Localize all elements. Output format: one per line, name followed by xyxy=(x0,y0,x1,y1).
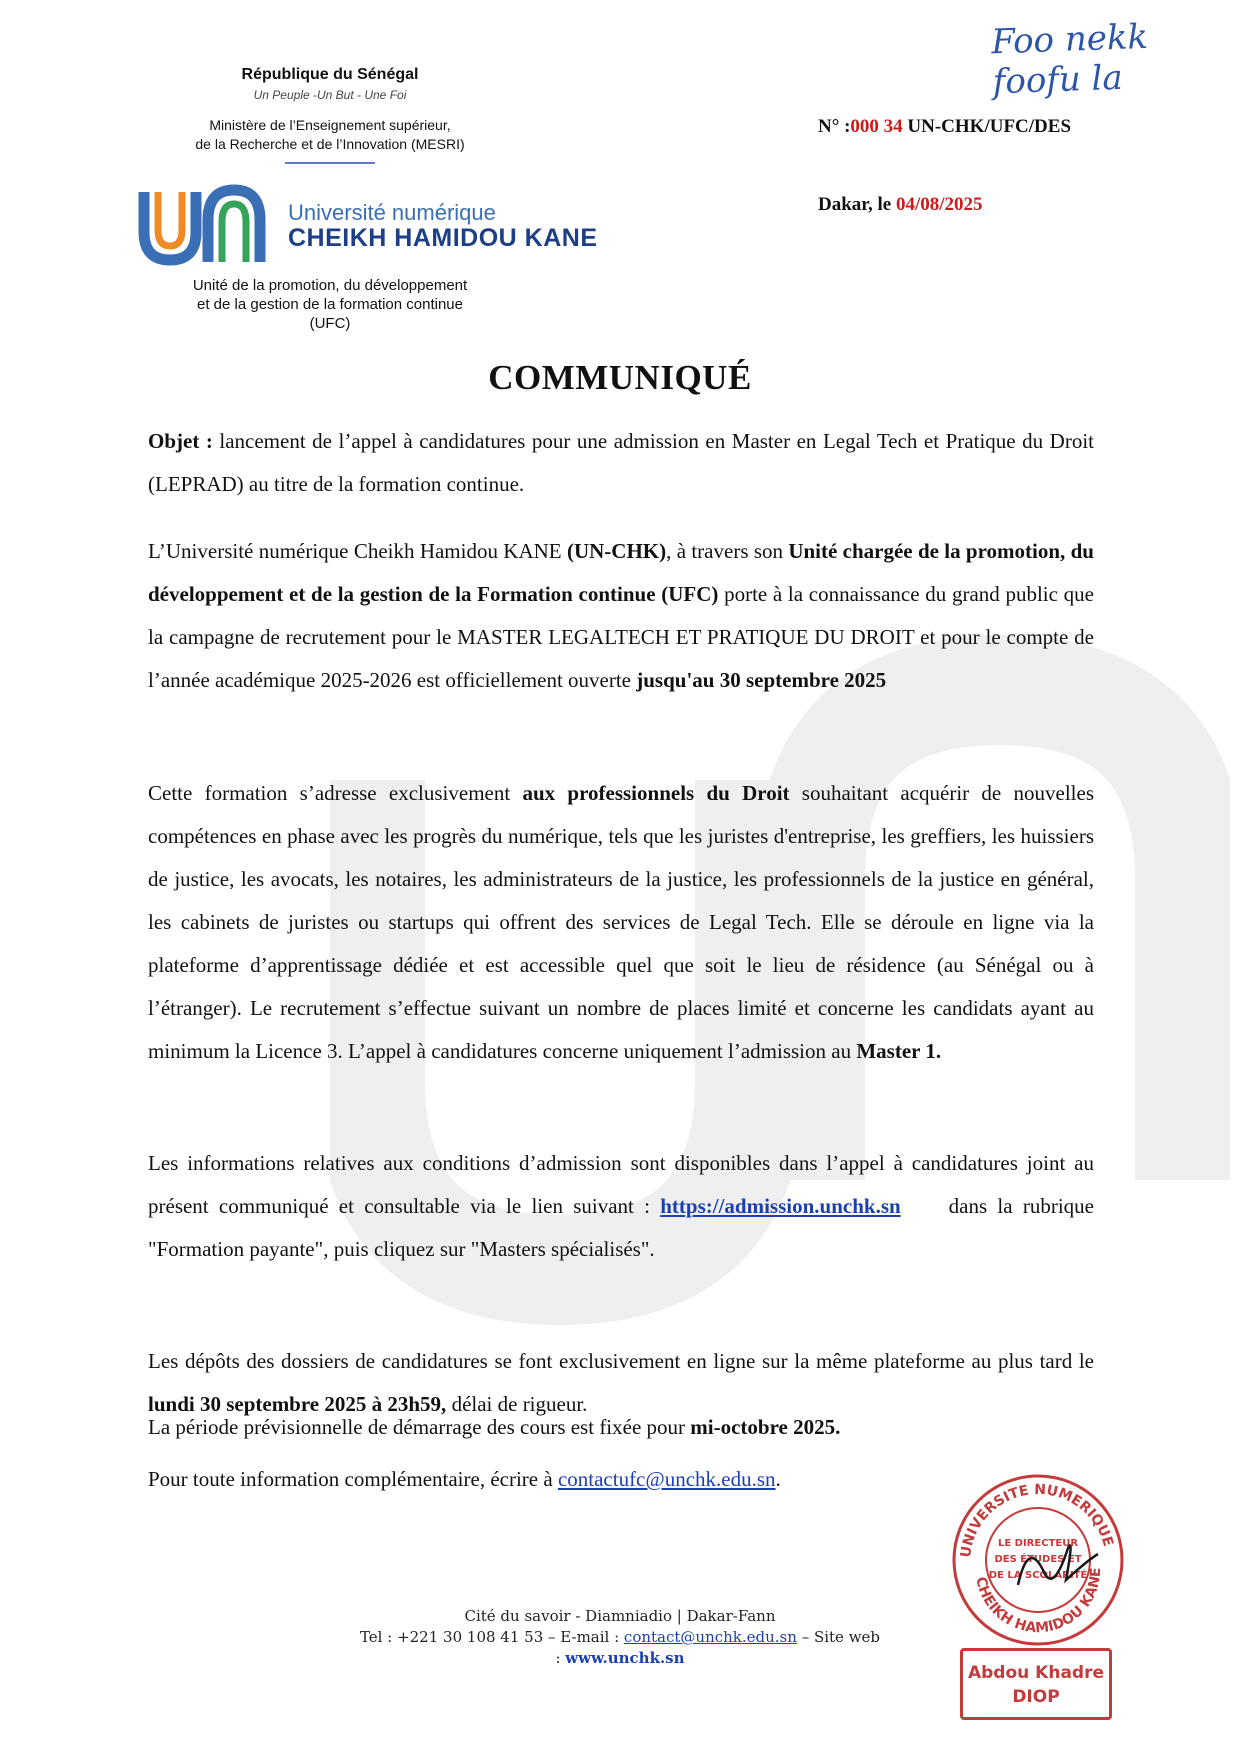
university-name: Université numérique xyxy=(288,200,496,225)
paragraph-audience: Cette formation s’adresse exclusivement aux professionnels du Droit souhaitant acquérir de nouvelles compétences en phase avec les progrès du numérique, tels que les juristes d'entreprise, les greffiers, les huissiers de justice, les avocats, les notaires, les administrateurs de la justice, les professionnels de la justice en général, les cabinets de juristes ou startups qui offrent des services de Legal Tech. Elle se déroule en ligne via la plateforme d’apprentissage dédiée et est accessible quel que soit le lieu de résidence (au Sénégal ou à l’étranger). Le recrutement s’effectue suivant un nombre de places limité et concerne les candidats ayant au minimum la Licence 3. L’appel à candidatures concerne uniquement l’admission au Master 1. xyxy=(148,781,1094,1063)
header-block xyxy=(130,66,530,164)
paragraph-object: Objet : lancement de l’appel à candidatures pour une admission en Master en Legal Tech et Pratique du Droit (LEPRAD) au titre de la formation continue. xyxy=(148,429,1094,496)
paragraph-deadline: Les dépôts des dossiers de candidatures se font exclusivement en ligne sur la même plateforme au plus tard le lundi 30 septembre 2025 à 23h59, délai de rigueur. xyxy=(148,1349,1094,1416)
national-motto: Un Peuple -Un But - Une Foi xyxy=(253,88,407,102)
paragraph-announcement: L’Université numérique Cheikh Hamidou KANE (UN-CHK), à travers son Unité chargée de la promotion, du développement et de la gestion de la Formation continue (UFC) porte à la connaissance du grand public que la campagne de recrutement pour le MASTER LEGALTECH ET PRATIQUE DU DROIT et pour le compte de l’année académique 2025-2026 est officiellement ouverte jusqu'au 30 septembre 2025 xyxy=(148,539,1094,692)
university-logo-icon xyxy=(136,180,276,270)
footer-contact: Tel : +221 30 108 41 53 – E-mail : contact@unchk.edu.sn – Site web xyxy=(359,1628,881,1646)
stamp-line1: LE DIRECTEUR xyxy=(997,1538,1079,1549)
divider xyxy=(285,162,375,164)
paragraph-start: La période prévisionnelle de démarrage des cours est fixée pour mi-octobre 2025. xyxy=(148,1415,841,1439)
paragraph-contact: Pour toute information complémentaire, écrire à contactufc@unchk.edu.sn. xyxy=(148,1467,781,1491)
footer-address: Cité du savoir - Diamniadio | Dakar-Fann xyxy=(464,1607,776,1625)
slogan: Foo nekk foofu la xyxy=(990,16,1149,103)
stamp-ring-bottom: CHEIKH HAMIDOU KANE xyxy=(972,1567,1105,1637)
republic-title: République du Sénégal xyxy=(241,66,419,83)
stamp-line2: DES ÉTUDES ET xyxy=(994,1554,1082,1565)
stamp-line3: DE LA SCOLARITÉ xyxy=(988,1570,1088,1581)
document-date: Dakar, le 04/08/2025 xyxy=(818,194,983,215)
page-title: COMMUNIQUÉ xyxy=(488,358,752,397)
official-stamp xyxy=(948,1470,1128,1650)
reference-number: N° :000 34 UN-CHK/UFC/DES xyxy=(818,116,1072,137)
contact-email-link[interactable]: contactufc@unchk.edu.sn xyxy=(557,1467,776,1491)
ministry-name: Ministère de l’Enseignement supérieur, de la Recherche et de l’Innovation (MESRI) xyxy=(195,117,465,152)
footer-email-link[interactable]: contact@unchk.edu.sn xyxy=(623,1628,797,1646)
stamp-ring-top: UNIVERSITE NUMERIQUE xyxy=(957,1481,1117,1559)
footer-website-link[interactable]: www.unchk.sn xyxy=(565,1649,685,1667)
paragraph-information: Les informations relatives aux conditions d’admission sont disponibles dans l’appel à candidatures joint au présent communiqué et consultable via le lien suivant : https://admission.unchk.sn dans la rubrique "Formation payante", puis cliquez sur "Masters spécialisés". xyxy=(148,1151,1094,1261)
university-name-main: CHEIKH HAMIDOU KANE xyxy=(288,224,598,252)
footer xyxy=(300,1606,940,1669)
footer-website: : www.unchk.sn xyxy=(555,1649,685,1667)
unit-name: Unité de la promotion, du développement et de la gestion de la formation continue (UFC) xyxy=(192,277,468,332)
signer-name: Abdou Khadre DIOP xyxy=(960,1648,1112,1720)
admission-link[interactable]: https://admission.unchk.sn xyxy=(660,1194,901,1218)
